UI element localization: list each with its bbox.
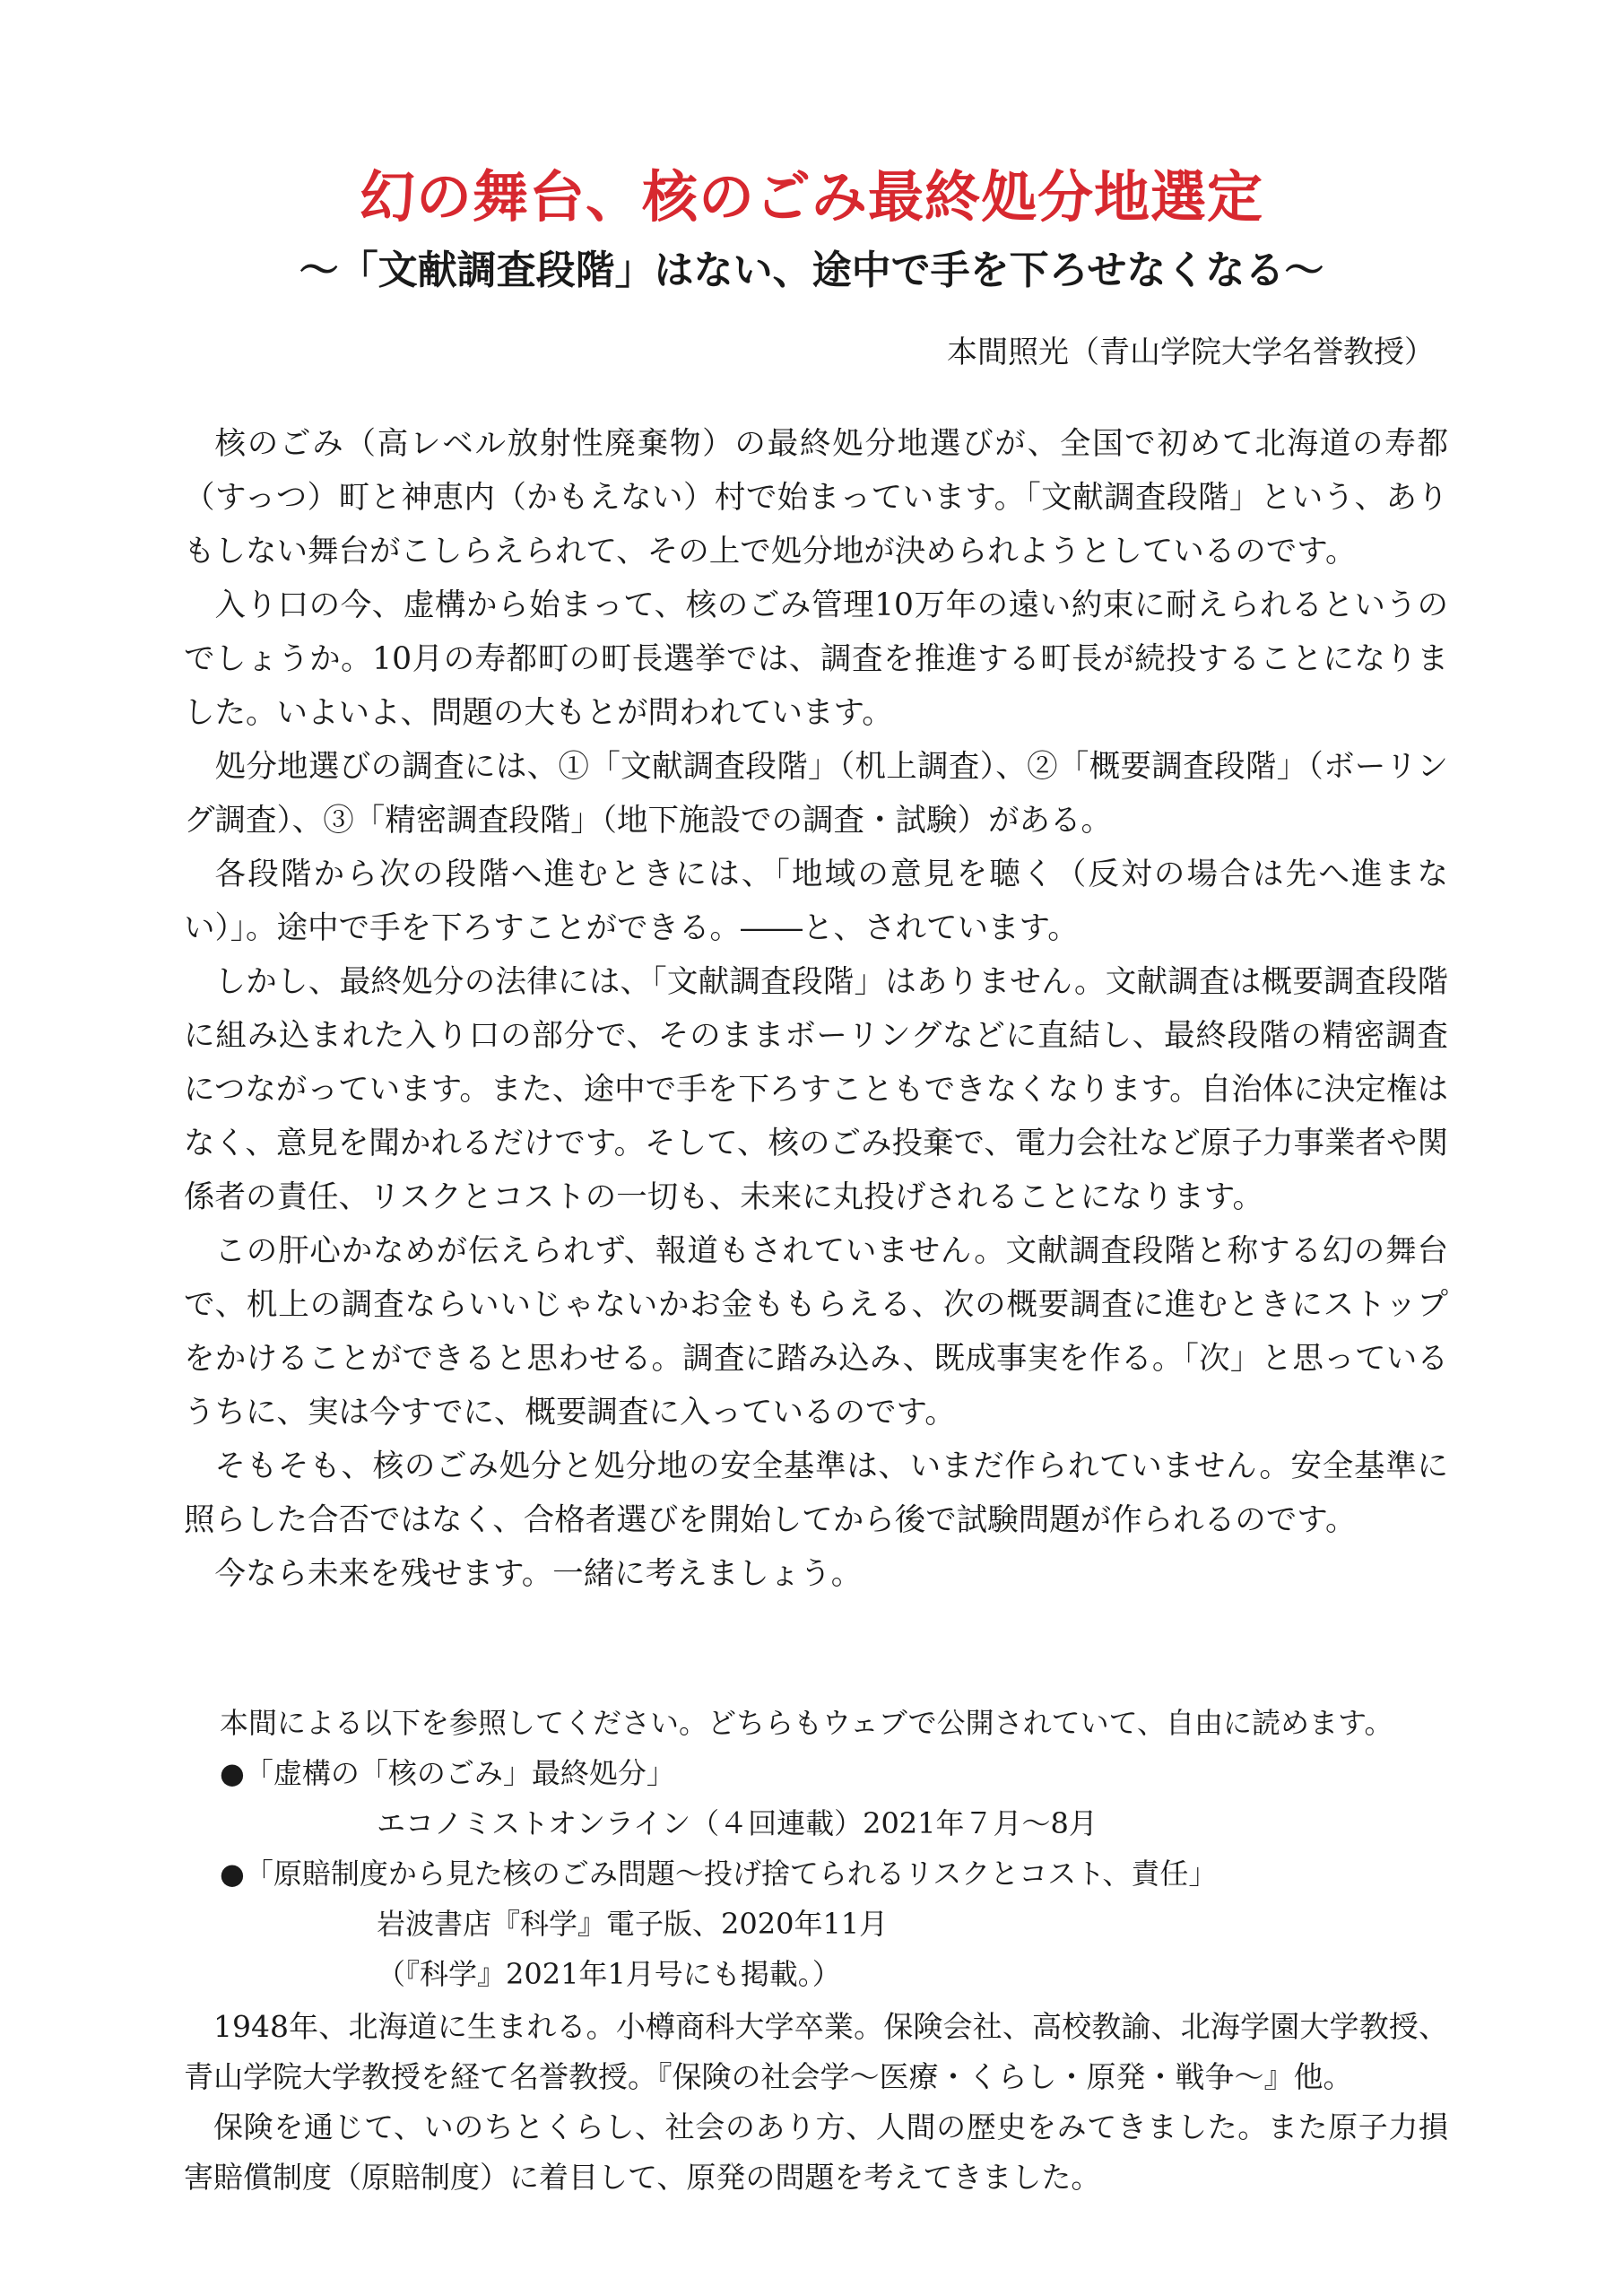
reference-title: ●「虚構の「核のごみ」最終処分」: [220, 1756, 675, 1790]
reference-detail: 岩波書店『科学』電子版、2020年11月: [377, 1907, 889, 1941]
reference-title: ●「原賠制度から見た核のごみ問題～投げ捨てられるリスクとコスト、責任」: [220, 1857, 1218, 1891]
paragraph: 今なら未来を残せます。一緒に考えましょう。: [214, 1556, 863, 1592]
paragraph: 処分地選びの調査には、①「文献調査段階」（机上調査）、②「概要調査段階」（ボーリング調査）、③「精密調査段階」（地下施設での調査・試験）がある。: [184, 749, 1448, 839]
paragraph: そもそも、核のごみ処分と処分地の安全基準は、いまだ作られていません。安全基準に照らした合否ではなく、合格者選びを開始してから後で試験問題が作られるのです。: [184, 1448, 1448, 1538]
paragraph: しかし、最終処分の法律には、「文献調査段階」はありません。文献調査は概要調査段階に組み込まれた入り口の部分で、そのままボーリングなどに直結し、最終段階の精密調査につながっています。また、途中で手を下ろすこともできなくなります。自治体に決定権はなく、意見を聞かれるだけです。そして、核のごみ投棄で、電力会社など原子力事業者や関係者の責任、リスクとコストの一切も、未来に丸投げされることになります。: [184, 964, 1448, 1215]
paragraph: 核のごみ（高レベル放射性廃棄物）の最終処分地選びが、全国で初めて北海道の寿都（すっつ）町と神恵内（かもえない）村で始まっています。「文献調査段階」という、ありもしない舞台がこしらえられて、その上で処分地が決められようとしているのです。: [184, 426, 1448, 570]
references-section: [220, 1698, 1475, 1999]
bio-paragraph: 1948年、北海道に生まれる。小樽商科大学卒業。保険会社、高校教諭、北海学園大学教授、青山学院大学教授を経て名誉教授。『保険の社会学～医療・くらし・原発・戦争～』他。: [184, 2009, 1448, 2094]
author-bio: [184, 2002, 1448, 2203]
reference-detail: （『科学』2021年1月号にも掲載。）: [377, 1957, 841, 1991]
bio-paragraph: 保険を通じて、いのちとくらし、社会のあり方、人間の歴史をみてきました。また原子力損害賠償制度（原賠制度）に着目して、原発の問題を考えてきました。: [184, 2109, 1448, 2195]
article-body: [184, 417, 1448, 1601]
page-title: 幻の舞台、核のごみ最終処分地選定: [359, 164, 1263, 230]
reference-detail: エコノミストオンライン（４回連載）2021年７月～8月: [377, 1806, 1098, 1840]
references-intro: 本間による以下を参照してください。どちらもウェブで公開されていて、自由に読めます。: [220, 1706, 1393, 1740]
paragraph: 各段階から次の段階へ進むときには、「地域の意見を聴く（反対の場合は先へ進まない）」。途中で手を下ろすことができる。――と、されています。: [184, 857, 1448, 946]
page-subtitle: ～「文献調査段階」はない、途中で手を下ろせなくなる～: [299, 248, 1324, 293]
paragraph: 入り口の今、虚構から始まって、核のごみ管理10万年の遠い約束に耐えられるというのでしょうか。10月の寿都町の町長選挙では、調査を推進する町長が続投することになりました。いよいよ、問題の大もとが問われています。: [184, 587, 1448, 731]
paragraph: この肝心かなめが伝えられず、報道もされていません。文献調査段階と称する幻の舞台で、机上の調査ならいいじゃないかお金ももらえる、次の概要調査に進むときにストップをかけることができると思わせる。調査に踏み込み、既成事実を作る。「次」と思っているうちに、実は今すでに、概要調査に入っているのです。: [184, 1233, 1448, 1431]
author-line: 本間照光（青山学院大学名誉教授）: [947, 335, 1435, 370]
